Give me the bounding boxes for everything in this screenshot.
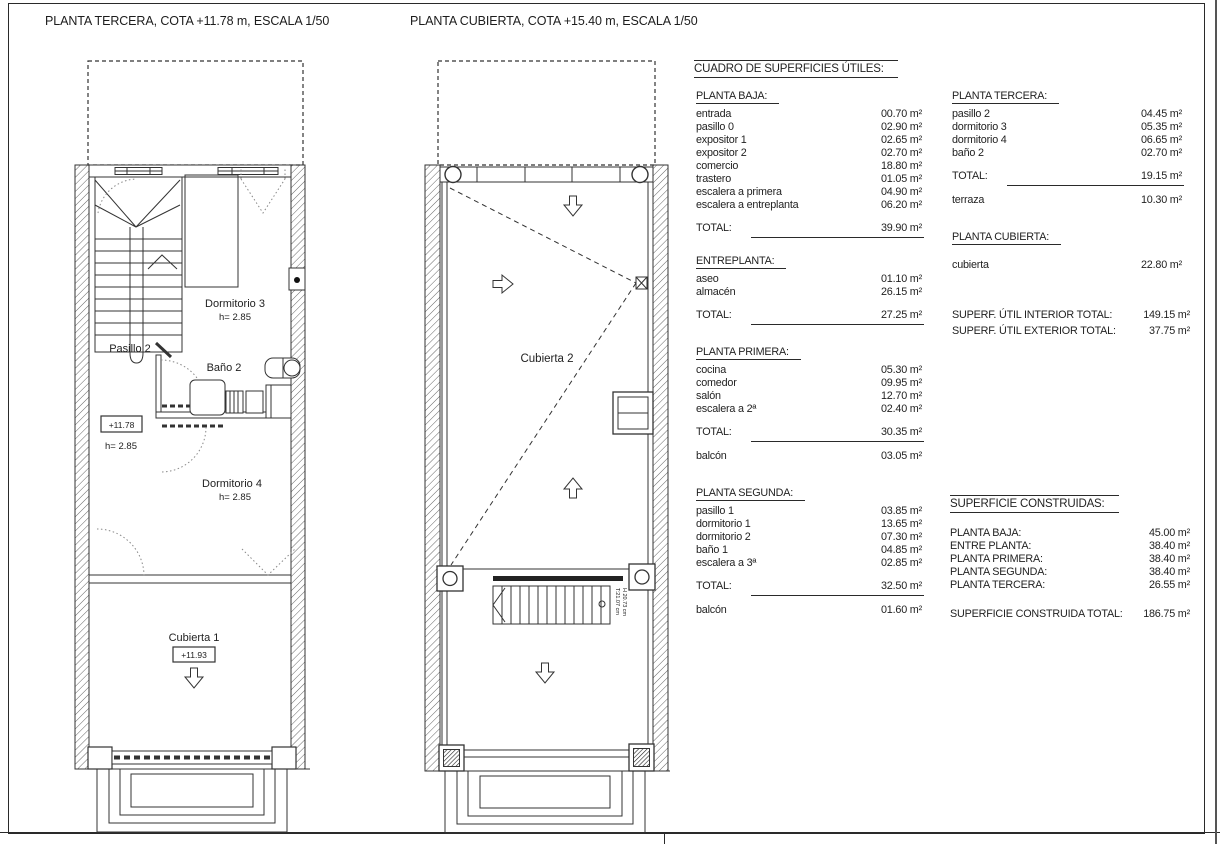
surface-value: 01.10 m² xyxy=(880,273,922,285)
surface-value: 02.85 m² xyxy=(880,557,922,569)
surface-value: 07.30 m² xyxy=(880,531,922,543)
surface-value: 04.90 m² xyxy=(880,186,922,198)
surface-label: balcón xyxy=(696,450,727,462)
surface-label: TOTAL: xyxy=(952,170,988,182)
section-heading: PLANTA SEGUNDA: xyxy=(696,487,805,501)
surface-value: 04.85 m² xyxy=(880,544,922,556)
section-planta-segunda xyxy=(696,487,922,617)
balcony-outlines xyxy=(445,771,645,833)
surface-value: 186.75 m² xyxy=(1143,608,1190,620)
surface-label: TOTAL: xyxy=(696,222,732,234)
surface-extra-row xyxy=(696,604,922,617)
surface-value: 02.90 m² xyxy=(880,121,922,133)
surface-value: 45.00 m² xyxy=(1148,527,1190,539)
surface-value: 30.35 m² xyxy=(880,426,922,438)
surface-row xyxy=(950,540,1190,553)
surface-row xyxy=(696,286,922,299)
surface-value: 06.65 m² xyxy=(1140,134,1182,146)
surface-label: SUPERFICIE CONSTRUIDA TOTAL: xyxy=(950,608,1123,620)
surface-label: dormitorio 1 xyxy=(696,518,751,530)
top-railing xyxy=(440,167,653,183)
surface-row xyxy=(950,553,1190,566)
surface-row xyxy=(696,273,922,286)
surface-value: 38.40 m² xyxy=(1148,566,1190,578)
surface-value: 38.40 m² xyxy=(1148,540,1190,552)
label-cubierta1: Cubierta 1 xyxy=(168,632,220,644)
surface-value: 01.60 m² xyxy=(880,604,922,616)
surface-row xyxy=(696,531,922,544)
slope-arrow-down xyxy=(185,668,203,688)
sheet-right-edge xyxy=(1215,0,1217,844)
surface-value: 37.75 m² xyxy=(1148,325,1190,337)
surface-label: PLANTA PRIMERA: xyxy=(950,553,1043,565)
section-planta-cubierta xyxy=(952,231,1182,272)
surface-row xyxy=(696,108,922,121)
surface-value: 02.70 m² xyxy=(1140,147,1182,159)
surfaces-table-title: CUADRO DE SUPERFICIES ÚTILES: xyxy=(694,60,898,78)
surface-label: expositor 2 xyxy=(696,147,747,159)
surface-row xyxy=(952,147,1182,160)
surface-label: pasillo 1 xyxy=(696,505,734,517)
staircase xyxy=(493,586,610,624)
surface-row xyxy=(952,308,1190,322)
bed-dormitorio3 xyxy=(185,175,238,287)
staircase xyxy=(95,177,182,363)
surface-label: escalera a primera xyxy=(696,186,782,198)
section-heading: PLANTA BAJA: xyxy=(696,90,779,104)
label-dormitorio3: Dormitorio 3 xyxy=(205,298,265,310)
wall-right xyxy=(653,165,668,771)
surface-label: ENTRE PLANTA: xyxy=(950,540,1032,552)
surface-row xyxy=(952,134,1182,147)
surface-label: dormitorio 3 xyxy=(952,121,1007,133)
label-dormitorio3-height: h= 2.85 xyxy=(219,312,251,323)
construidas-rows xyxy=(950,527,1190,621)
surface-value: 38.40 m² xyxy=(1148,553,1190,565)
section-planta-tercera xyxy=(952,90,1182,207)
surface-label: cubierta xyxy=(952,259,989,271)
construidas-title: SUPERFICIE CONSTRUIDAS: xyxy=(950,495,1119,513)
surface-label: balcón xyxy=(696,604,727,616)
surface-total-row xyxy=(696,426,922,439)
toilet xyxy=(246,391,263,413)
surface-value: 149.15 m² xyxy=(1143,309,1190,321)
surface-extra-row xyxy=(696,450,922,463)
surface-label: trastero xyxy=(696,173,732,185)
slope-arrow-right xyxy=(493,275,513,293)
wall-left xyxy=(425,165,440,771)
wall-right xyxy=(291,165,305,769)
surface-label: entrada xyxy=(696,108,732,120)
surface-row xyxy=(696,160,922,173)
surface-label: baño 1 xyxy=(696,544,728,556)
label-cubierta2: Cubierta 2 xyxy=(520,353,574,365)
surface-row xyxy=(696,134,922,147)
surface-label: escalera a 2ª xyxy=(696,403,757,415)
surface-label: pasillo 0 xyxy=(696,121,734,133)
surface-value: 13.65 m² xyxy=(880,518,922,530)
surface-label: comedor xyxy=(696,377,737,389)
plan-left-title: PLANTA TERCERA, COTA +11.78 m, ESCALA 1/50 xyxy=(45,14,330,28)
surface-value: 12.70 m² xyxy=(880,390,922,402)
surface-value: 09.95 m² xyxy=(880,377,922,389)
surface-value: 05.35 m² xyxy=(1140,121,1182,133)
section-heading: PLANTA TERCERA: xyxy=(952,90,1059,104)
stair-landing-edge xyxy=(493,576,623,581)
label-level-height: h= 2.85 xyxy=(105,441,137,452)
surface-row xyxy=(696,557,922,570)
surface-total-row xyxy=(952,170,1182,183)
surface-row xyxy=(950,579,1190,592)
roof-slope-lines xyxy=(450,188,636,565)
label-stair-height: H 20.73 cm xyxy=(621,588,627,617)
label-dormitorio4-height: h= 2.85 xyxy=(219,492,251,503)
section-heading: PLANTA PRIMERA: xyxy=(696,346,801,360)
surface-label: SUPERF. ÚTIL EXTERIOR TOTAL: xyxy=(952,325,1116,337)
surface-label: dormitorio 2 xyxy=(696,531,751,543)
surface-row xyxy=(952,324,1190,338)
surface-label: salón xyxy=(696,390,721,402)
surface-row xyxy=(696,173,922,186)
surface-label: escalera a entreplanta xyxy=(696,199,799,211)
surface-label: escalera a 3ª xyxy=(696,557,757,569)
shower xyxy=(190,380,225,415)
surface-row xyxy=(696,364,922,377)
surface-row xyxy=(696,186,922,199)
surface-value: 02.70 m² xyxy=(880,147,922,159)
surface-total-row xyxy=(696,309,922,322)
surface-row xyxy=(952,259,1182,272)
surface-total-row xyxy=(950,608,1190,621)
wall-left xyxy=(75,165,89,769)
surface-label: TOTAL: xyxy=(696,309,732,321)
surface-label: PLANTA BAJA: xyxy=(950,527,1022,539)
surface-value: 19.15 m² xyxy=(1140,170,1182,182)
surface-label: baño 2 xyxy=(952,147,984,159)
slope-arrow-down-2 xyxy=(536,663,554,683)
surface-row xyxy=(696,403,922,416)
surface-row xyxy=(696,518,922,531)
surface-value: 00.70 m² xyxy=(880,108,922,120)
section-heading: PLANTA CUBIERTA: xyxy=(952,231,1061,245)
label-dormitorio4: Dormitorio 4 xyxy=(202,478,262,490)
surface-value: 02.40 m² xyxy=(880,403,922,415)
surface-value: 01.05 m² xyxy=(880,173,922,185)
label-stair-tread: T:21.07 cm xyxy=(614,588,620,615)
section-planta-baja xyxy=(696,90,922,235)
counter xyxy=(266,385,291,418)
surface-value: 32.50 m² xyxy=(880,580,922,592)
surface-total-row xyxy=(696,580,922,593)
surface-label: TOTAL: xyxy=(696,580,732,592)
slope-arrow-up xyxy=(564,478,582,498)
section-heading: ENTREPLANTA: xyxy=(696,255,786,269)
chimney xyxy=(613,392,653,434)
surface-row xyxy=(696,199,922,212)
section-construidas xyxy=(950,495,1190,621)
surface-row xyxy=(696,121,922,134)
lower-door-arcs xyxy=(97,529,295,576)
plan-planta-tercera xyxy=(70,55,315,840)
surface-value: 27.25 m² xyxy=(880,309,922,321)
surface-label: TOTAL: xyxy=(696,426,732,438)
surface-value: 04.45 m² xyxy=(1140,108,1182,120)
surface-value: 02.65 m² xyxy=(880,134,922,146)
surface-label: dormitorio 4 xyxy=(952,134,1007,146)
surface-total-row xyxy=(696,222,922,235)
label-cubierta1-level: +11.93 xyxy=(181,650,207,660)
section-planta-primera xyxy=(696,346,922,463)
balcony-outlines xyxy=(97,769,287,832)
wall-cubierta1 xyxy=(89,575,291,583)
surface-value: 10.30 m² xyxy=(1140,194,1182,206)
label-level: +11.78 xyxy=(108,420,135,430)
surface-row xyxy=(952,108,1182,121)
surface-row xyxy=(696,147,922,160)
surface-value: 06.20 m² xyxy=(880,199,922,211)
terrace-dashed-outline xyxy=(88,61,303,165)
surface-value: 22.80 m² xyxy=(1140,259,1182,271)
surface-label: expositor 1 xyxy=(696,134,747,146)
label-pasillo2: Pasillo 2 xyxy=(109,343,151,355)
surface-value: 39.90 m² xyxy=(880,222,922,234)
surface-row xyxy=(950,527,1190,540)
surface-label: PLANTA SEGUNDA: xyxy=(950,566,1047,578)
surface-value: 03.05 m² xyxy=(880,450,922,462)
surface-row xyxy=(950,566,1190,579)
roof-dashed-outline xyxy=(438,61,655,165)
label-bano2: Baño 2 xyxy=(206,362,242,374)
surface-value: 18.80 m² xyxy=(880,160,922,172)
surface-label: terraza xyxy=(952,194,985,206)
wall-pasillo xyxy=(156,355,161,415)
surface-row xyxy=(696,505,922,518)
surface-label: cocina xyxy=(696,364,727,376)
surface-value: 03.85 m² xyxy=(880,505,922,517)
surface-value: 05.30 m² xyxy=(880,364,922,376)
surface-label: SUPERF. ÚTIL INTERIOR TOTAL: xyxy=(952,309,1113,321)
surface-label: pasillo 2 xyxy=(952,108,990,120)
surface-value: 26.15 m² xyxy=(880,286,922,298)
surface-label: almacén xyxy=(696,286,736,298)
section-entreplanta xyxy=(696,255,922,322)
surface-label: comercio xyxy=(696,160,739,172)
surface-extra-row xyxy=(952,194,1182,207)
window-top-2 xyxy=(218,168,278,175)
window-top-1 xyxy=(115,168,162,175)
post-right xyxy=(272,747,296,769)
plan-planta-cubierta xyxy=(420,55,675,840)
post-left xyxy=(88,747,112,769)
surface-label: PLANTA TERCERA: xyxy=(950,579,1045,591)
roof-drain xyxy=(636,277,647,289)
surface-row xyxy=(696,390,922,403)
surface-value: 26.55 m² xyxy=(1148,579,1190,591)
surface-label: aseo xyxy=(696,273,719,285)
slope-arrow-down-1 xyxy=(564,196,582,216)
wall-niche xyxy=(289,268,305,290)
surface-row xyxy=(696,544,922,557)
section-util-totals xyxy=(952,306,1190,338)
surface-row xyxy=(952,121,1182,134)
plan-right-title: PLANTA CUBIERTA, COTA +15.40 m, ESCALA 1/50 xyxy=(410,14,698,28)
surface-row xyxy=(696,377,922,390)
